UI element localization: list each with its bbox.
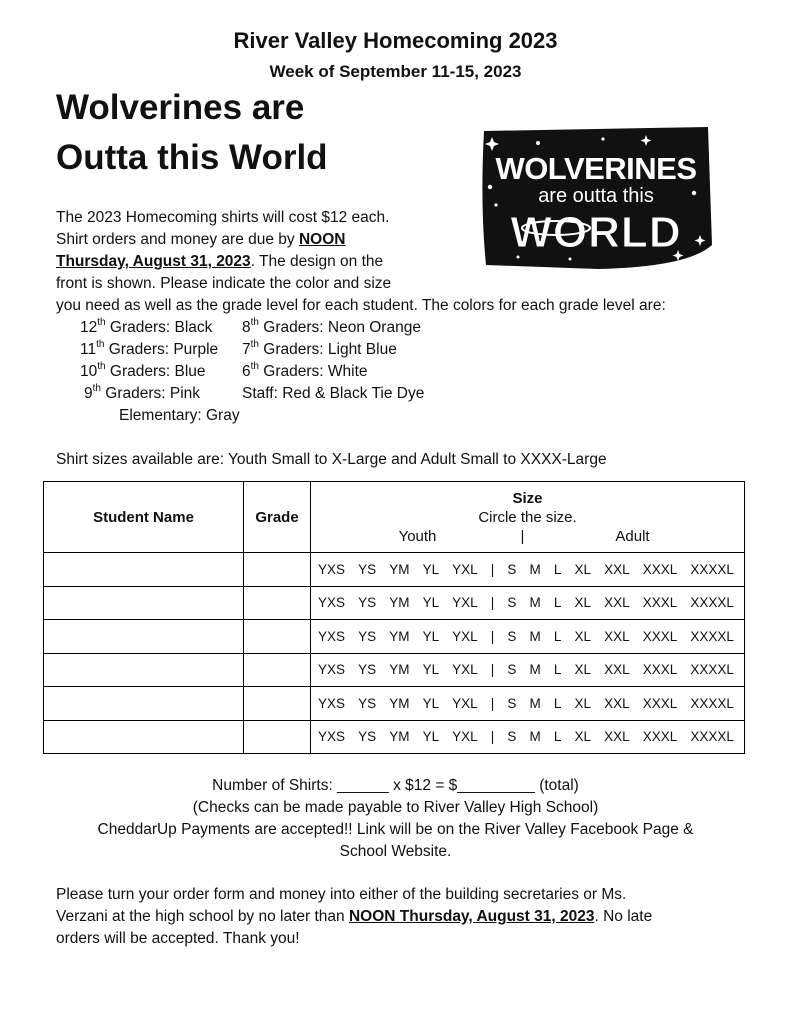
size-option[interactable]: XXXL [642,729,678,745]
grade-cell[interactable] [244,687,311,721]
headline-line-2: Outta this World [56,138,328,177]
size-option[interactable]: YM [389,561,410,577]
student-name-cell[interactable] [44,720,244,754]
intro-text: Shirt orders and money are due by [56,231,299,248]
size-option[interactable]: XXL [604,595,630,611]
grade-cell[interactable] [244,653,311,687]
size-option[interactable]: L [553,695,562,711]
size-option[interactable]: YL [422,729,440,745]
size-option[interactable]: L [553,729,562,745]
closing-line-2 [56,906,756,928]
size-option[interactable]: XL [574,662,591,678]
size-option[interactable]: YXL [452,595,478,611]
size-divider: | [490,662,495,678]
size-option[interactable]: S [507,662,517,678]
sizes-note: Shirt sizes available are: Youth Small to X-Large and Adult Small to XXXX-Large [56,451,607,468]
size-option[interactable]: XL [574,595,591,611]
size-divider: | [490,561,495,577]
table-row [44,586,745,620]
size-option[interactable]: S [507,628,517,644]
checks-note: (Checks can be made payable to River Valley High School) [192,799,599,816]
size-option[interactable]: L [553,595,562,611]
grade-color: Graders: Pink [100,385,201,402]
grade-num: 8 [242,319,251,336]
intro-line-1: The 2023 Homecoming shirts will cost $12 each. [56,209,390,226]
closing-line-1: Please turn your order form and money into either of the building secretaries or Ms. [56,886,627,903]
grade-color: Graders: Blue [105,363,206,380]
size-option[interactable]: YS [358,695,377,711]
size-option[interactable]: YXL [452,729,478,745]
size-option[interactable]: YM [389,695,410,711]
size-options-cell [311,687,745,721]
size-option[interactable]: XL [574,695,591,711]
size-option[interactable]: YM [389,729,410,745]
size-option[interactable]: YXS [318,628,346,644]
closing-text: Verzani at the high school by no later than [56,908,349,925]
size-groups [311,527,744,546]
logo-word-2: are outta this [538,185,654,207]
grade-cell[interactable] [244,553,311,587]
size-option[interactable]: M [529,729,541,745]
size-options-cell [311,620,745,654]
size-option[interactable]: XXXL [642,695,678,711]
size-options-cell [311,720,745,754]
size-option[interactable]: XXXL [642,628,678,644]
payment-calc-line: Number of Shirts: ______ x $12 = $_________ (total) [212,777,579,794]
size-option[interactable]: YXS [318,595,346,611]
size-option[interactable]: YM [389,628,410,644]
size-option[interactable]: XXXXL [690,662,734,678]
closing-deadline: NOON Thursday, August 31, 2023 [348,908,595,925]
logo-word-1: WOLVERINES [495,151,697,186]
grade-suffix: th [250,317,259,328]
student-name-cell[interactable] [44,653,244,687]
intro-line-5: you need as well as the grade level for each student. The colors for each grade level are: [56,297,666,314]
size-option[interactable]: YS [358,729,377,745]
table-row [44,687,745,721]
grade-suffix: th [97,317,106,328]
size-option[interactable]: L [553,628,562,644]
size-option[interactable]: XL [574,729,591,745]
youth-label: Youth [398,527,437,545]
size-option[interactable]: S [507,561,517,577]
grade-color: Graders: Light Blue [258,341,397,358]
grade-color: Graders: Black [105,319,213,336]
page-title: River Valley Homecoming 2023 [233,28,558,53]
size-options [311,629,744,644]
cheddarup-note: CheddarUp Payments are accepted!! Link will be on the River Valley Facebook Page & [97,821,694,838]
size-option[interactable]: XXXL [642,595,678,611]
student-name-cell[interactable] [44,687,244,721]
size-option[interactable]: YXL [452,561,478,577]
size-options [311,729,744,744]
closing-text: . No late [594,908,653,925]
size-option[interactable]: YXS [318,729,346,745]
intro-line-2 [56,229,756,251]
size-option[interactable]: XL [574,628,591,644]
grade-staff: Staff: Red & Black Tie Dye [242,385,425,402]
closing-paragraph [56,884,756,950]
grade-color: Graders: Purple [104,341,219,358]
size-option[interactable]: XXXL [642,662,678,678]
size-option[interactable]: YXL [452,662,478,678]
size-option[interactable]: XXL [604,561,630,577]
deadline-date: Thursday, August 31, 2023 [56,253,251,270]
logo-word-3: WORLD [510,208,682,257]
size-option[interactable]: M [529,595,541,611]
intro-line-3 [56,251,756,273]
grade-color: Graders: Neon Orange [258,319,421,336]
grade-12 [80,317,212,339]
student-name-cell[interactable] [44,586,244,620]
size-option[interactable]: YXL [452,628,478,644]
size-option[interactable]: M [529,628,541,644]
size-option[interactable]: YL [422,695,440,711]
grade-num: 12 [80,319,98,336]
intro-paragraph [56,207,756,317]
size-options [311,662,744,677]
deadline-noon: NOON [298,231,346,248]
grade-num: 6 [242,363,251,380]
size-option[interactable]: L [553,561,562,577]
size-option[interactable]: XXXXL [690,729,734,745]
size-option[interactable]: S [507,729,517,745]
grade-9 [84,383,200,405]
table-row [44,720,745,754]
grade-suffix: th [97,361,106,372]
size-option[interactable]: XXXXL [690,628,734,644]
table-row [44,653,745,687]
grade-suffix: th [96,339,105,350]
grade-7 [242,339,397,361]
grade-num: 9 [84,385,93,402]
cheddarup-note-cont: School Website. [339,843,452,860]
size-option[interactable]: YS [358,595,377,611]
size-option[interactable]: YXS [318,662,346,678]
grade-10 [80,361,206,383]
size-option[interactable]: S [507,695,517,711]
grade-num: 10 [80,363,98,380]
grade-color: Graders: White [258,363,368,380]
size-option[interactable]: XXL [604,628,630,644]
size-options [311,696,744,711]
grade-num: 7 [242,341,251,358]
size-option[interactable]: XXL [604,695,630,711]
adult-label: Adult [615,527,650,545]
student-name-cell[interactable] [44,620,244,654]
intro-text: . The design on the [250,253,384,270]
size-option[interactable]: XXL [604,662,630,678]
size-option[interactable]: XXXXL [690,695,734,711]
table-header-row [44,482,745,553]
grade-suffix: th [250,361,259,372]
grade-6 [242,361,368,383]
size-option[interactable]: YS [358,662,377,678]
size-option[interactable]: XXL [604,729,630,745]
size-options-cell [311,553,745,587]
size-option[interactable]: XL [574,561,591,577]
size-options-cell [311,586,745,620]
table-row [44,620,745,654]
grade-8 [242,317,421,339]
grade-suffix: th [92,383,101,394]
size-option[interactable]: YL [422,595,440,611]
size-title: Size [512,489,543,507]
column-header-size [311,482,745,553]
size-option[interactable]: M [529,662,541,678]
order-table [43,481,745,754]
size-option[interactable]: S [507,595,517,611]
size-option[interactable]: YS [358,628,377,644]
size-option[interactable]: YL [422,628,440,644]
grade-11 [80,339,218,361]
size-divider: | [490,628,495,644]
size-options [311,595,744,610]
grade-suffix: th [250,339,259,350]
grade-cell[interactable] [244,620,311,654]
size-divider: | [490,695,495,711]
column-header-student-name: Student Name [44,482,244,553]
size-divider: | [490,595,495,611]
size-option[interactable]: YL [422,561,440,577]
table-row [44,553,745,587]
size-divider: | [490,729,495,745]
page-subtitle: Week of September 11-15, 2023 [269,62,522,81]
size-option[interactable]: M [529,695,541,711]
size-option[interactable]: XXXL [642,561,678,577]
size-option[interactable]: YXL [452,695,478,711]
size-option[interactable]: M [529,561,541,577]
size-option[interactable]: XXXXL [690,561,734,577]
size-options [311,562,744,577]
size-option[interactable]: L [553,662,562,678]
grade-elementary: Elementary: Gray [119,407,240,424]
size-option[interactable]: YM [389,662,410,678]
grade-num: 11 [80,341,97,358]
student-name-cell[interactable] [44,553,244,587]
column-header-grade: Grade [244,482,311,553]
size-divider: | [520,527,525,545]
size-options-cell [311,653,745,687]
headline-line-1: Wolverines are [56,88,305,127]
size-instruction: Circle the size. [478,508,577,526]
closing-line-3: orders will be accepted. Thank you! [56,930,300,947]
size-option[interactable]: YS [358,561,377,577]
size-option[interactable]: YL [422,662,440,678]
grade-cell[interactable] [244,586,311,620]
grade-cell[interactable] [244,720,311,754]
size-option[interactable]: XXXXL [690,595,734,611]
size-option[interactable]: YXS [318,561,346,577]
intro-line-4: front is shown. Please indicate the color and size [56,275,392,292]
size-option[interactable]: YM [389,595,410,611]
size-option[interactable]: YXS [318,695,346,711]
